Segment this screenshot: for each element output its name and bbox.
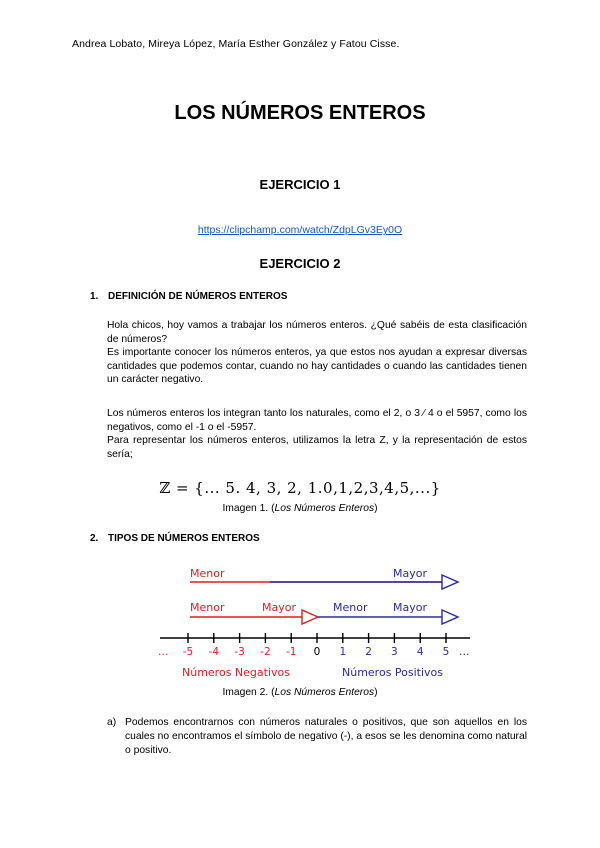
tick-label: 2 (365, 646, 372, 658)
tick-label: 0 (313, 646, 321, 658)
page-title: LOS NÚMEROS ENTEROS (174, 102, 426, 124)
tick-label: -4 (208, 646, 220, 658)
number-line-diagram (150, 560, 480, 684)
tick-label: -5 (182, 646, 194, 658)
paragraph-4: Para representar los números enteros, utilizamos la letra Z, y la representación de estos sería; (107, 435, 527, 460)
tick-label: 3 (391, 646, 398, 658)
section1-number: 1. (90, 291, 99, 302)
list-item-a-text: Podemos encontrarnos con números naturales o positivos, que son aquellos en los cuales no encontramos el símbolo de negativo (-), a esos se les denomina como natural o positivo. (125, 717, 527, 756)
list-item-a (107, 716, 527, 758)
section1-body (107, 407, 527, 461)
row1-menor-label: Menor (190, 567, 225, 580)
list-item-a-marker: a) (107, 717, 117, 728)
row2-pos-arrow-head (442, 610, 458, 624)
tick-label: 1 (339, 646, 347, 658)
row2-neg-menor-label: Menor (190, 601, 225, 614)
image2-caption-title: Los Números Enteros (274, 687, 375, 698)
positives-label: Números Positivos (342, 666, 444, 679)
paragraph-1: Hola chicos, hoy vamos a trabajar los números enteros. ¿Qué sabéis de esta clasificación de números? (107, 320, 527, 345)
section2-title: TIPOS DE NÚMEROS ENTEROS (108, 533, 260, 544)
image2-caption-suffix: ) (374, 687, 378, 698)
row1-mayor-label: Mayor (393, 567, 427, 580)
section1-heading (90, 291, 287, 302)
video-link[interactable]: https://clipchamp.com/watch/ZdpLGv3Ey0O (197, 224, 403, 236)
paragraph-3: Los números enteros los integran tanto los naturales, como el 2, o 3 ⁄ 4 o el 5957, como los negativos, como el -1 o el -5957. (107, 408, 527, 433)
image1-caption-title: Los Números Enteros (274, 503, 375, 514)
section1-intro (107, 319, 527, 387)
image1-caption (0, 503, 600, 514)
image1-caption-prefix: Imagen 1. ( (222, 503, 275, 514)
image2-caption (0, 687, 600, 698)
negatives-label: Números Negativos (182, 666, 290, 679)
section1-title: DEFINICIÓN DE NÚMEROS ENTEROS (108, 291, 288, 302)
row2-neg-arrow-head (302, 610, 318, 624)
tick-label: 5 (442, 646, 450, 658)
tick-label: -2 (260, 646, 271, 658)
integers-formula: ℤ = {... 5. 4, 3, 2, 1.0,1,2,3,4,5,...} (159, 479, 441, 497)
number-line-ticks (183, 633, 450, 658)
ellipsis-left: ... (158, 645, 169, 658)
tick-label: 4 (416, 646, 424, 658)
ejercicio1-heading: EJERCICIO 1 (259, 177, 341, 192)
tick-label: -3 (234, 646, 245, 658)
paragraph-2: Es importante conocer los números enteros, ya que estos nos ayudan a expresar diversas cantidades que podemos contar, cuando no hay cantidades o cuando las cantidades tienen un carácter negativo. (107, 347, 527, 386)
ejercicio2-heading: EJERCICIO 2 (259, 256, 341, 271)
row2-pos-menor-label: Menor (333, 601, 368, 614)
image2-caption-prefix: Imagen 2. ( (222, 687, 275, 698)
section2-number: 2. (90, 533, 99, 544)
tick-label: -1 (285, 646, 297, 658)
ellipsis-right: ... (459, 645, 470, 658)
authors-header: Andrea Lobato, Mireya López, María Esther González y Fatou Cisse. (72, 38, 400, 50)
image1-caption-suffix: ) (374, 503, 378, 514)
row2-pos-mayor-label: Mayor (393, 601, 427, 614)
section2-heading (90, 533, 260, 544)
row2-neg-mayor-label: Mayor (262, 601, 296, 614)
row1-arrow-head (442, 575, 458, 589)
